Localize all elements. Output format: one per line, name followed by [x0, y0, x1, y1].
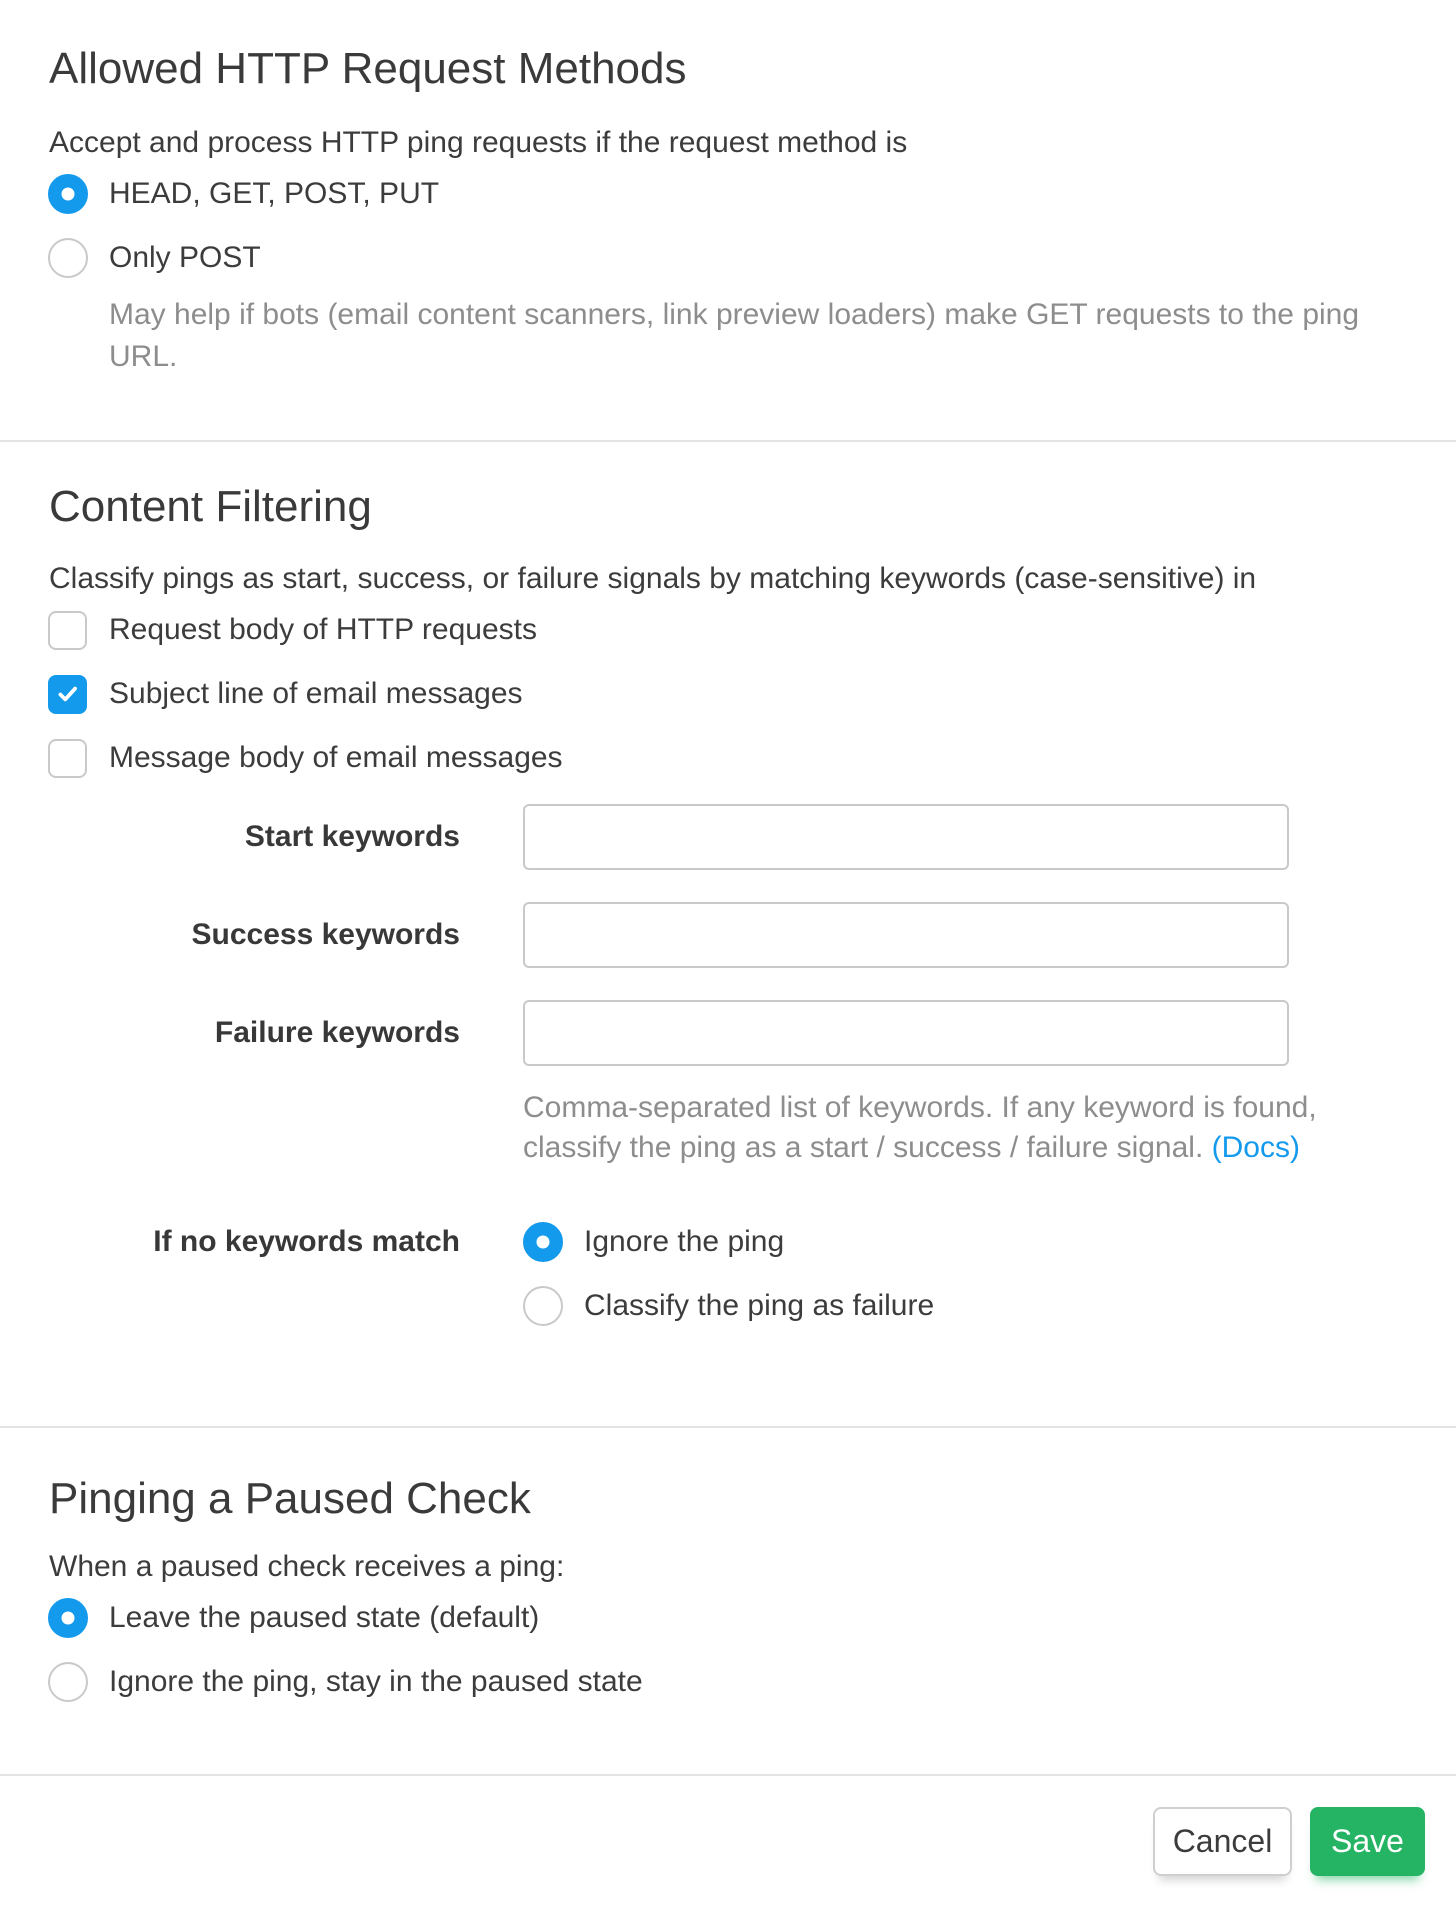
success-keywords-input[interactable] [523, 902, 1289, 968]
form-footer [0, 1776, 1456, 1906]
radio-option-stay-paused[interactable] [48, 1650, 1408, 1714]
start-keywords-input[interactable] [523, 804, 1289, 870]
radio-dot [62, 188, 75, 201]
failure-keywords-label: Failure keywords [214, 1016, 460, 1049]
section-description-pinging-paused-check: When a paused check receives a ping: [49, 1550, 565, 1583]
keyword-row-failure [48, 1000, 1408, 1066]
checkbox-label: Subject line of email messages [109, 677, 523, 710]
keywords-help-text [523, 1088, 1408, 1168]
if-no-keywords-match-row [48, 1210, 1408, 1338]
section-title-pinging-paused-check: Pinging a Paused Check [49, 1474, 531, 1523]
radio-label: Ignore the ping, stay in the paused state [109, 1665, 643, 1698]
section-title-allowed-http-methods: Allowed HTTP Request Methods [49, 44, 687, 93]
radio-dot [62, 1612, 75, 1625]
radio-label: Only POST [109, 241, 261, 274]
section-title-content-filtering: Content Filtering [49, 482, 372, 531]
radio-option-only-post[interactable] [48, 226, 1408, 290]
if-no-keywords-match-label: If no keywords match [153, 1225, 460, 1258]
cancel-button[interactable]: Cancel [1153, 1807, 1292, 1876]
checkbox-option-message-body[interactable] [48, 726, 1408, 790]
section-description-allowed-http-methods: Accept and process HTTP ping requests if the request method is [49, 126, 908, 159]
failure-keywords-input[interactable] [523, 1000, 1289, 1066]
save-button[interactable]: Save [1310, 1807, 1425, 1876]
radio-label: Leave the paused state (default) [109, 1601, 540, 1634]
section-allowed-http-methods [0, 0, 1456, 442]
success-keywords-label: Success keywords [191, 918, 460, 951]
if-no-keywords-match-options [523, 1210, 934, 1338]
checkbox-label: Message body of email messages [109, 741, 563, 774]
radio-option-ignore-ping[interactable] [523, 1210, 934, 1274]
checkbox-option-subject-line[interactable] [48, 662, 1408, 726]
radio-button-only-post[interactable] [48, 238, 88, 278]
checkbox-request-body[interactable] [48, 611, 87, 650]
section-content-filtering [0, 442, 1456, 1428]
keyword-fields [48, 804, 1408, 1066]
radio-button-head-get-post-put[interactable] [48, 174, 88, 214]
only-post-help-text: May help if bots (email content scanners, link preview loaders) make GET requests to the ping URL. [109, 298, 1360, 373]
checkbox-label: Request body of HTTP requests [109, 613, 537, 646]
keywords-help-line1: Comma-separated list of keywords. If any keyword is found, [523, 1091, 1317, 1124]
checkbox-message-body[interactable] [48, 739, 87, 778]
section-description-content-filtering: Classify pings as start, success, or failure signals by matching keywords (case-sensitive) in [49, 562, 1257, 595]
check-icon [55, 681, 81, 707]
radio-label: HEAD, GET, POST, PUT [109, 177, 440, 210]
checkbox-subject-line[interactable] [48, 675, 87, 714]
checkbox-option-request-body[interactable] [48, 598, 1408, 662]
radio-option-classify-failure[interactable] [523, 1274, 934, 1338]
radio-button-ignore-ping[interactable] [523, 1222, 563, 1262]
radio-option-leave-paused-state[interactable] [48, 1586, 1408, 1650]
docs-link[interactable]: (Docs) [1211, 1131, 1300, 1164]
radio-button-stay-paused[interactable] [48, 1662, 88, 1702]
keyword-row-start [48, 804, 1408, 870]
radio-label: Classify the ping as failure [584, 1289, 935, 1322]
radio-label: Ignore the ping [584, 1225, 785, 1258]
radio-dot [537, 1236, 550, 1249]
start-keywords-label: Start keywords [244, 820, 460, 853]
radio-button-classify-failure[interactable] [523, 1286, 563, 1326]
keywords-help-line2: classify the ping as a start / success / failure signal. [523, 1131, 1204, 1164]
radio-button-leave-paused-state[interactable] [48, 1598, 88, 1638]
section-pinging-paused-check [0, 1428, 1456, 1776]
keyword-row-success [48, 902, 1408, 968]
radio-option-head-get-post-put[interactable] [48, 162, 1408, 226]
